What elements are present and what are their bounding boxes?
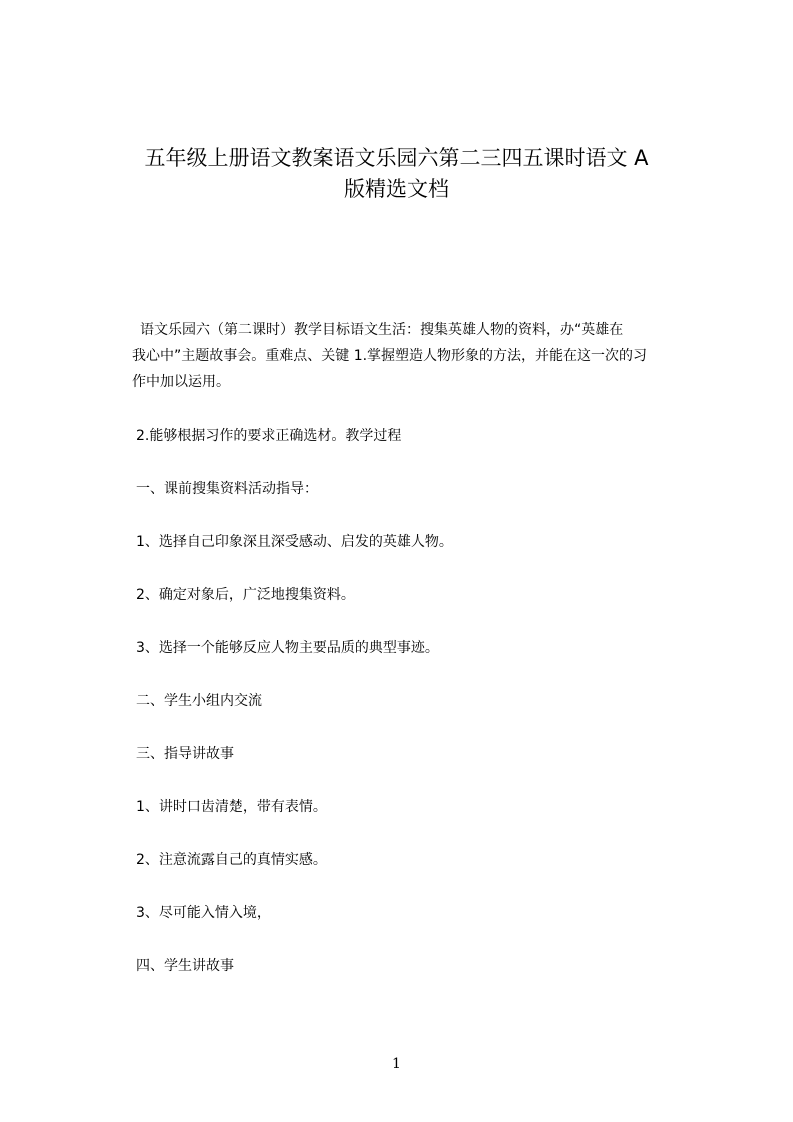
section-heading-student-stories: 四、学生讲故事 [136,958,234,974]
intro-line-2: 我心中”主题故事会。重难点、关键 1.掌握塑造人物形象的方法，并能在这一次的习 [132,348,648,364]
list-item: 2、注意流露自己的真情实感。 [136,852,327,868]
page-title-line-1: 五年级上册语文教案语文乐园六第二三四五课时语文 A [144,146,649,170]
intro-line-3: 作中加以运用。 [132,374,230,390]
section-heading-storytelling-guide: 三、指导讲故事 [136,746,234,762]
intro-line-1: 语文乐园六（第二课时）教学目标语文生活：搜集英雄人物的资料，办“英雄在 [140,322,624,338]
list-item: 1、选择自己印象深且深受感动、启发的英雄人物。 [136,534,453,550]
paragraph-selection-criteria: 2.能够根据习作的要求正确选材。教学过程 [136,428,402,444]
document-body [132,317,698,974]
page-number: 1 [392,1056,401,1072]
list-item: 1、讲时口齿清楚，带有表情。 [136,799,327,815]
list-item: 3、尽可能入情入境， [136,905,271,921]
page-title-line-2: 版精选文档 [344,177,449,201]
section-heading-pre-class: 一、课前搜集资料活动指导： [136,481,318,497]
list-item: 2、确定对象后，广泛地搜集资料。 [136,587,355,603]
page-title [100,143,693,205]
intro-paragraph [132,317,698,395]
section-heading-group-exchange: 二、学生小组内交流 [136,693,262,709]
list-item: 3、选择一个能够反应人物主要品质的典型事迹。 [136,640,439,656]
